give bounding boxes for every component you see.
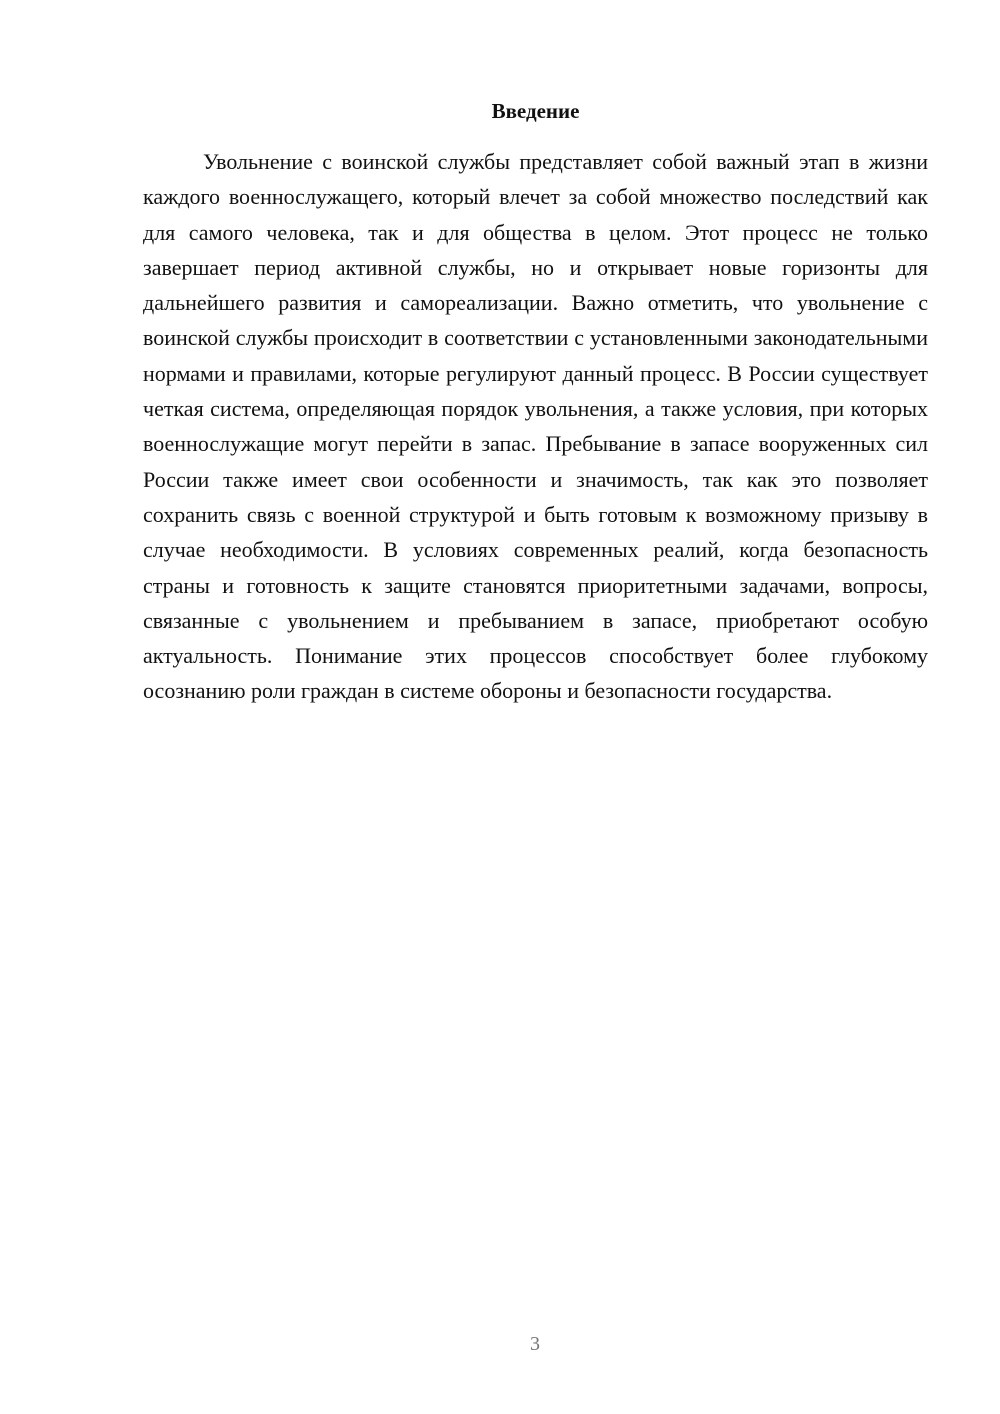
page-number: 3 <box>530 1333 540 1355</box>
body-paragraph: Увольнение с воинской службы представляет собой важный этап в жизни каждого военнослужащего, который влечет за собой множество последствий как для самого человека, так и для общества в целом. Этот процесс не только завершает период активной службы, но и открывает новые горизонты для дальнейшего развития и самореализации. Важно отметить, что увольнение с воинской службы происходит в соответствии с установленными законодательными нормами и правилами, которые регулируют данный процесс. В России существует четкая система, определяющая порядок увольнения, а также условия, при которых военнослужащие могут перейти в запас. Пребывание в запасе вооруженных сил России также имеет свои особенности и значимость, так как это позволяет сохранить связь с военной структурой и быть готовым к возможному призыву в случае необходимости. В условиях современных реалий, когда безопасность страны и готовность к защите становятся приоритетными задачами, вопросы, связанные с увольнением и пребыванием в запасе, приобретают особую актуальность. Понимание этих процессов способствует более глубокому осознанию роли граждан в системе обороны и безопасности государства. <box>143 149 928 704</box>
section-heading: Введение <box>491 99 580 123</box>
